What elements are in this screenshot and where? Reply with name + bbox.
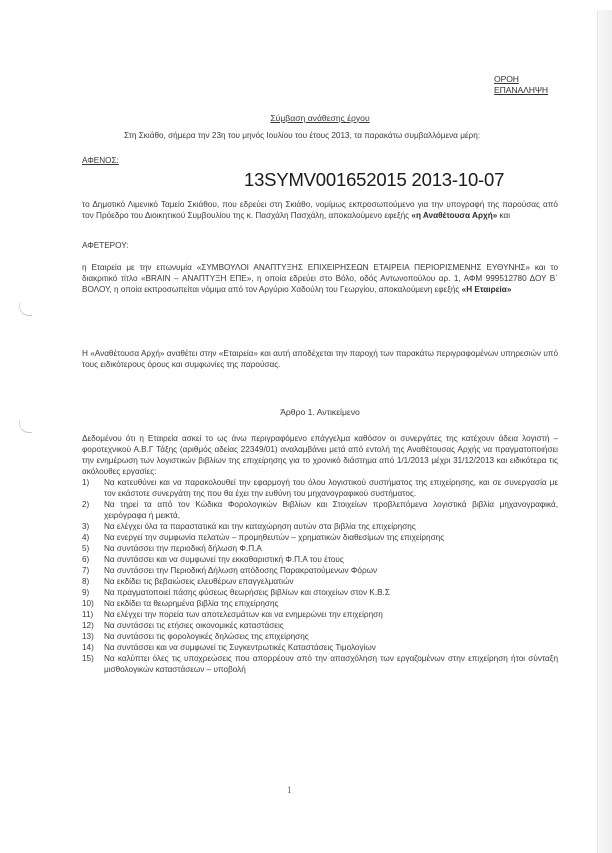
task-text: Να ελέγχει την πορεία των αποτελεσμάτων και να ενημερώνει την επιχείρηση xyxy=(104,610,383,619)
task-item xyxy=(82,642,558,653)
task-item xyxy=(82,653,558,675)
task-text: Να πραγματοποιεί πάσης φύσεως θεωρήσεις βιβλίων και στοιχείων στον Κ.Β.Σ xyxy=(104,588,390,597)
task-number: 9) xyxy=(82,588,90,597)
task-item xyxy=(82,532,558,543)
party1-label: ΑΦΕΝΟΣ: xyxy=(82,156,119,165)
task-item xyxy=(82,587,558,598)
party1-paragraph xyxy=(82,199,558,221)
page-number: 1 xyxy=(287,785,292,795)
task-item xyxy=(82,477,558,499)
task-item xyxy=(82,565,558,576)
party2-alias: «Η Εταιρεία» xyxy=(461,285,512,294)
task-number: 15) xyxy=(82,654,94,663)
task-text: Να συντάσσει και να συμφωνεί τις Συγκεντρωτικές Καταστάσεις Τιμολογίων xyxy=(104,643,376,652)
task-number: 2) xyxy=(82,500,90,509)
document-title xyxy=(82,113,558,124)
task-number: 7) xyxy=(82,566,90,575)
task-number: 10) xyxy=(82,599,94,608)
header-repeat-label: ΟΡΟΗ ΕΠΑΝΑΛΗΨΗ xyxy=(494,74,549,95)
task-number: 8) xyxy=(82,577,90,586)
task-item xyxy=(82,543,558,554)
task-number: 14) xyxy=(82,643,94,652)
task-text: Να συντάσσει την Περιοδική Δήλωση απόδοσης Παρακρατούμενων Φόρων xyxy=(104,566,378,575)
task-item xyxy=(82,499,558,521)
task-number: 4) xyxy=(82,533,90,542)
task-number: 3) xyxy=(82,522,90,531)
task-text: Να ελέγχει όλα τα παραστατικά και την καταχώρηση αυτών στα βιβλία της επιχείρησης xyxy=(104,522,416,531)
task-number: 5) xyxy=(82,544,90,553)
task-text: Να ενεργεί την συμφωνία πελατών – προμηθευτών – χρηματικών διαθεσίμων της επιχείρησης xyxy=(104,533,445,542)
party1-alias: «η Αναθέτουσα Αρχή» xyxy=(411,211,498,220)
task-text: Να συντάσσει τις ετήσιες οικονομικές καταστάσεις xyxy=(104,621,284,630)
task-item xyxy=(82,598,558,609)
task-text: Να συντάσσει τις φορολογικές δηλώσεις της επιχείρησης xyxy=(104,632,309,641)
punch-hole-mark xyxy=(19,303,32,316)
assignment-paragraph: Η «Αναθέτουσα Αρχή» αναθέτει στην «Εταιρεία» και αυτή αποδέχεται την παροχή των παρακάτω περιγραφομένων υπηρεσιών υπό τους ειδικότερους όρους και συμφωνίες της παρούσας. xyxy=(82,349,558,369)
task-item xyxy=(82,631,558,642)
task-number: 11) xyxy=(82,610,94,619)
task-item xyxy=(82,609,558,620)
party1-text: το Δημοτικό Λιμενικό Ταμείο Σκιάθου, που εδρεύει στη Σκιάθο, νομίμως εκπροσωπούμενο για την υπογραφή της παρούσας από τον Πρόεδρο του Διοικητικού Συμβουλίου της κ. Πασχάλη Πασχάλη, αποκαλούμενο εφεξής xyxy=(82,200,558,220)
party2-label: ΑΦΕΤΕΡΟΥ: xyxy=(82,241,129,250)
task-number: 12) xyxy=(82,621,94,630)
task-text: Να συντάσσει και να συμφωνεί την εκκαθαριστική Φ.Π.Α του έτους xyxy=(104,555,344,564)
document-title-text: Σύμβαση ανάθεσης έργου xyxy=(270,113,370,123)
party2-text: η Εταιρεία με την επωνυμία «ΣΥΜΒΟΥΛΟΙ ΑΝΑΠΤΥΞΗΣ ΕΠΙΧΕΙΡΗΣΕΩΝ ΕΤΑΙΡΕΙΑ ΠΕΡΙΟΡΙΣΜΕΝΗΣ ΕΥΘΥΝΗΣ» και το διακριτικό τίτλο «BRAIN – ΑΝΑΠΤΥΞΗ ΕΠΕ», η οποία εδρεύει στο Βόλο, οδός Αντωνοπούλου αρ. 1, ΑΦΜ 999512780 ΔΟΥ Β΄ ΒΟΛΟΥ, η οποία εκπροσωπείται νόμιμα από τον Αργύριο Χαδούλη του Γεωργίου, αποκαλούμενη εφεξής xyxy=(82,263,558,294)
task-item xyxy=(82,554,558,565)
task-number: 13) xyxy=(82,632,94,641)
task-item xyxy=(82,620,558,631)
party2-paragraph xyxy=(82,262,558,295)
task-text: Να εκδίδει τις βεβαιώσεις ελευθέρων επαγγελματιών xyxy=(104,577,294,586)
task-text: Να εκδίδει τα θεωρημένα βιβλία της επιχείρησης xyxy=(104,599,279,608)
party1-end: και xyxy=(497,211,511,220)
task-text: Να κατευθύνει και να παρακολουθεί την εφαρμογή του όλου λογιστικού συστήματος της επιχείρησης, και σε συνεργασία με τον εκάστοτε συνεργάτη της που θα έχει την ευθύνη του μηχανογραφικού συστήματος. xyxy=(104,478,558,498)
punch-hole-mark xyxy=(19,420,32,433)
registry-stamp: 13SYMV001652015 2013-10-07 xyxy=(244,169,505,190)
task-text: Να συντάσσει την περιοδική δήλωση Φ.Π.Α xyxy=(104,544,262,553)
article1-title: Άρθρο 1. Αντικείμενο xyxy=(280,407,360,417)
intro-paragraph: Στη Σκιάθο, σήμερα την 23η του μηνός Ιουλίου του έτους 2013, τα παρακάτω συμβαλλόμενα μέρη: xyxy=(124,131,481,140)
article1-paragraph: Δεδομένου ότι η Εταιρεία ασκεί το ως άνω περιγραφόμενο επάγγελμα καθόσον οι συνεργάτες της κατέχουν άδεια λογιστή – φοροτεχνικού Α.Β.Γ Τάξης (αριθμός αδείας 22349/01) αναλαμβάνει μετά από εντολή της Αναθέτουσας Αρχής να πραγματοποιήσει την ενημέρωση των λογιστικών βιβλίων της επιχείρησης για το χρονικό διάστημα από 1/1/2013 μέχρι 31/12/2013 και ειδικότερα τις ακόλουθες εργασίες: xyxy=(82,434,558,476)
task-item xyxy=(82,576,558,587)
task-text: Να τηρεί τα από τον Κώδικα Φορολογικών Βιβλίων και Στοιχείων προβλεπόμενα λογιστικά βιβλία μηχανογραφικά, χειρόγραφα ή μεικτά, xyxy=(104,500,558,520)
task-item xyxy=(82,521,558,532)
tasks-list xyxy=(82,477,558,675)
task-number: 6) xyxy=(82,555,90,564)
task-text: Να καλύπτει όλες τις υποχρεώσεις που απορρέουν από την απασχόληση των εργαζομένων στην επιχείρηση ήτοι σύνταξη μισθολογικών καταστάσεων – υποβολή xyxy=(104,654,558,674)
scan-edge-shadow xyxy=(597,10,612,853)
task-number: 1) xyxy=(82,478,90,487)
